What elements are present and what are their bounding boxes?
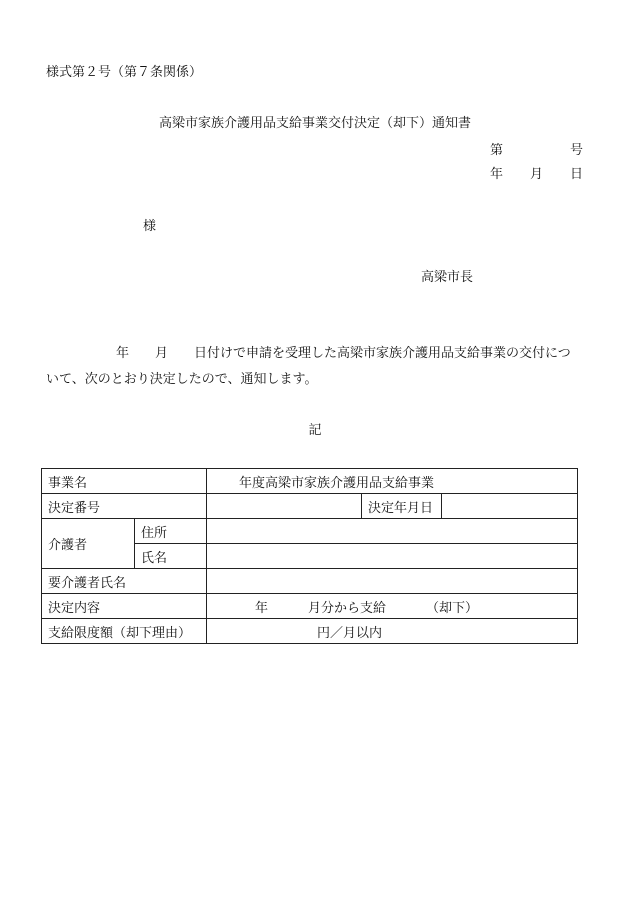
business-name-value: 年度高梁市家族介護用品支給事業 [207,469,578,494]
caregiver-address-value[interactable] [207,519,578,544]
business-name-label: 事業名 [42,469,207,494]
decision-date-value[interactable] [442,494,578,519]
doc-date-day: 日 [570,167,584,182]
decision-content-label: 決定内容 [42,594,207,619]
notice-table [41,468,578,644]
decision-content-reject: （却下） [426,600,479,616]
caregiver-label: 介護者 [42,519,135,569]
doc-number-prefix: 第 [490,143,504,158]
limit-label: 支給限度額（却下理由） [42,619,207,644]
table-row-care-recipient [42,569,578,594]
issuer-name: 高梁市長 [421,270,474,285]
decision-number-value[interactable] [207,494,362,519]
table-row-limit [42,619,578,644]
decision-date-label: 決定年月日 [362,494,442,519]
caregiver-address-label: 住所 [135,519,207,544]
addressee-honorific: 様 [143,219,157,234]
body-year: 年 [116,346,130,361]
body-text-line-2: いて、次のとおり決定したので、通知します。 [46,372,318,387]
doc-number-suffix: 号 [570,143,584,158]
care-recipient-label: 要介護者氏名 [42,569,207,594]
table-row-caregiver-address [42,519,578,544]
body-text-line-1 [116,346,571,362]
decision-content-value [207,594,578,619]
doc-date-month: 月 [530,167,544,182]
table-row-business-name [42,469,578,494]
table-row-decision-content [42,594,578,619]
document-title: 高梁市家族介護用品支給事業交付決定（却下）通知書 [158,116,471,131]
table-row-decision-number [42,494,578,519]
caregiver-name-label: 氏名 [135,544,207,569]
decision-content-month: 月分から支給 [308,600,387,616]
record-heading: 記 [308,423,322,438]
doc-date-year: 年 [490,167,504,182]
body-line1-rest: 日付けで申請を受理した高梁市家族介護用品支給事業の交付につ [194,346,571,361]
body-month: 月 [155,346,169,361]
decision-number-label: 決定番号 [42,494,207,519]
caregiver-name-value[interactable] [207,544,578,569]
form-number: 様式第２号（第７条関係） [46,65,203,80]
decision-content-year: 年 [255,600,269,616]
limit-value: 円／月以内 [207,619,578,644]
care-recipient-value[interactable] [207,569,578,594]
